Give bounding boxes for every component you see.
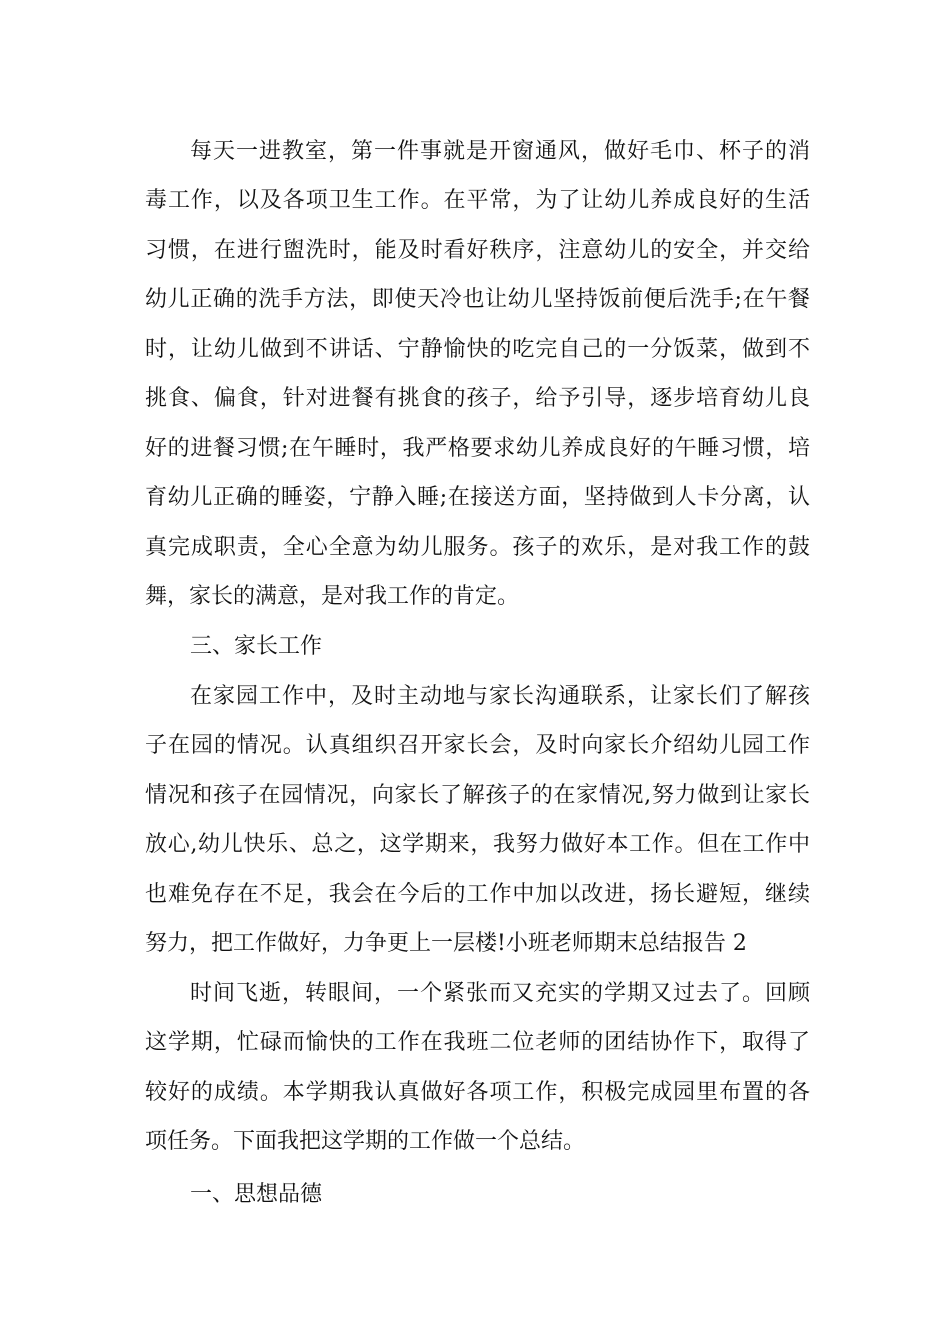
paragraph-line: 幼儿正确的洗手方法，即使天冷也让幼儿坚持饭前便后洗手;在午餐 (145, 287, 810, 312)
paragraph-line: 舞，家长的满意，是对我工作的肯定。 (145, 584, 520, 609)
paragraph-line: 时，让幼儿做到不讲话、宁静愉快的吃完自己的一分饭菜，做到不 (145, 337, 810, 362)
paragraph-line: 放心,幼儿快乐、总之，这学期来，我努力做好本工作。但在工作中 (145, 832, 810, 857)
paragraph-line: 这学期，忙碌而愉快的工作在我班二位老师的团结协作下，取得了 (145, 1030, 810, 1055)
paragraph-line: 情况和孩子在园情况，向家长了解孩子的在家情况,努力做到让家长 (145, 783, 810, 808)
paragraph-line: 毒工作，以及各项卫生工作。在平常，为了让幼儿养成良好的生活 (145, 188, 810, 213)
paragraph-line: 也难免存在不足，我会在今后的工作中加以改进，扬长避短，继续 (145, 882, 810, 907)
paragraph-line: 在家园工作中，及时主动地与家长沟通联系，让家长们了解孩 (190, 684, 810, 709)
paragraph-line: 真完成职责，全心全意为幼儿服务。孩子的欢乐，是对我工作的鼓 (145, 535, 810, 560)
section-heading: 一、思想品德 (190, 1182, 323, 1207)
paragraph-line: 时间飞逝，转眼间，一个紧张而又充实的学期又过去了。回顾 (190, 981, 810, 1006)
paragraph-line: 努力，把工作做好，力争更上一层楼!小班老师期末总结报告 2 (145, 931, 747, 956)
paragraph-line: 习惯，在进行盥洗时，能及时看好秩序，注意幼儿的安全，并交给 (145, 238, 810, 263)
paragraph-line: 每天一进教室，第一件事就是开窗通风，做好毛巾、杯子的消 (190, 139, 810, 164)
paragraph-line: 较好的成绩。本学期我认真做好各项工作，积极完成园里布置的各 (145, 1080, 810, 1105)
paragraph-line: 好的进餐习惯;在午睡时，我严格要求幼儿养成良好的午睡习惯，培 (145, 436, 810, 461)
paragraph-line: 育幼儿正确的睡姿，宁静入睡;在接送方面，坚持做到人卡分离，认 (145, 485, 810, 510)
paragraph-line: 子在园的情况。认真组织召开家长会，及时向家长介绍幼儿园工作 (145, 733, 810, 758)
paragraph-line: 挑食、偏食，针对进餐有挑食的孩子，给予引导，逐步培育幼儿良 (145, 386, 810, 411)
section-heading: 三、家长工作 (190, 634, 323, 659)
paragraph-line: 项任务。下面我把这学期的工作做一个总结。 (145, 1129, 586, 1154)
